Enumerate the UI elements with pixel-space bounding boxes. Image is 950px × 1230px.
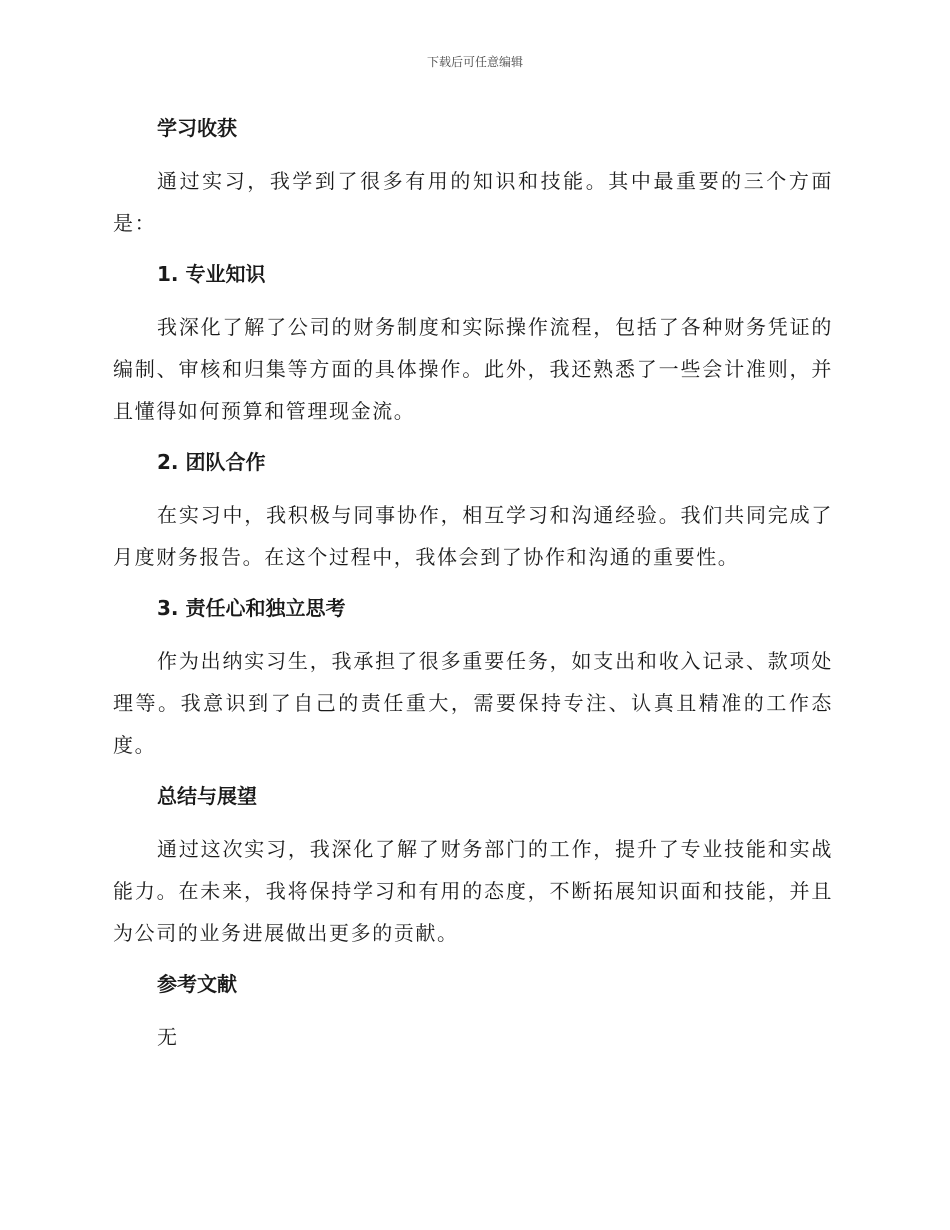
section-paragraph-study-gains: 通过实习，我学到了很多有用的知识和技能。其中最重要的三个方面是：: [113, 169, 833, 235]
section-paragraph-teamwork: 在实习中，我积极与同事协作，相互学习和沟通经验。我们共同完成了月度财务报告。在这个过程中，我体会到了协作和沟通的重要性。: [113, 503, 833, 569]
section-heading-summary-outlook: 总结与展望: [157, 784, 257, 808]
section-paragraph-references: 无: [157, 1025, 179, 1049]
section-heading-responsibility: 3. 责任心和独立思考: [157, 596, 346, 620]
section-paragraph-professional-knowledge: 我深化了解了公司的财务制度和实际操作流程，包括了各种财务凭证的编制、审核和归集等方面的具体操作。此外，我还熟悉了一些会计准则，并且懂得如何预算和管理现金流。: [113, 315, 833, 423]
section-paragraph-responsibility: 作为出纳实习生，我承担了很多重要任务，如支出和收入记录、款项处理等。我意识到了自己的责任重大，需要保持专注、认真且精准的工作态度。: [113, 649, 833, 757]
document-body: [113, 108, 833, 1058]
section-heading-professional-knowledge: 1. 专业知识: [157, 262, 266, 286]
section-paragraph-summary-outlook: 通过这次实习，我深化了解了财务部门的工作，提升了专业技能和实战能力。在未来，我将保持学习和有用的态度，不断拓展知识面和技能，并且为公司的业务进展做出更多的贡献。: [113, 837, 833, 945]
section-heading-teamwork: 2. 团队合作: [157, 450, 266, 474]
section-heading-references: 参考文献: [157, 972, 237, 996]
page-header-note: 下载后可任意编辑: [426, 55, 523, 69]
section-heading-study-gains: 学习收获: [157, 116, 237, 140]
